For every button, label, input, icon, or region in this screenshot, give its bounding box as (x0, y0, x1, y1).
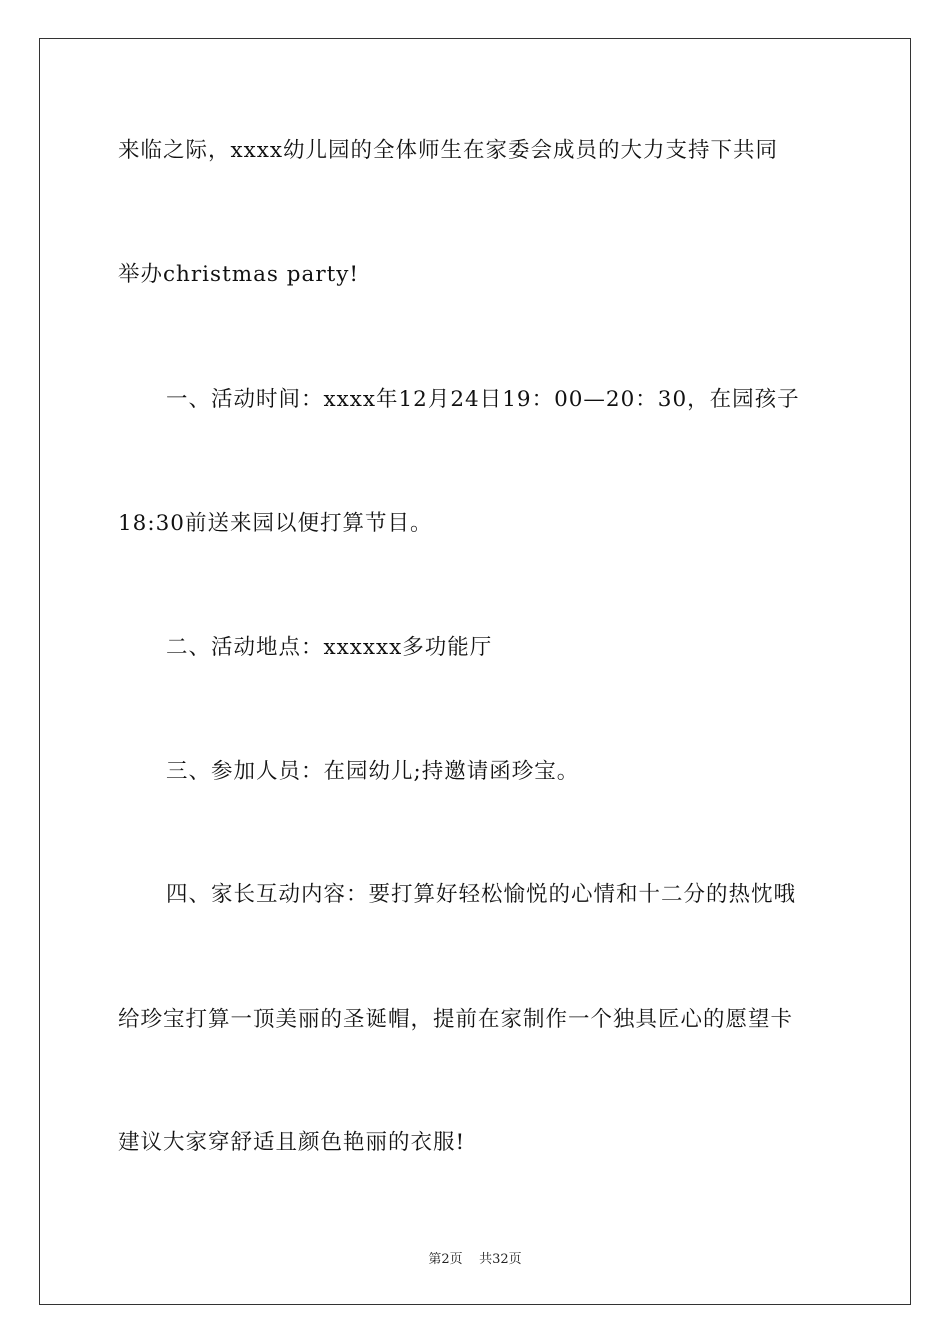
text-line-9: 建议大家穿舒适且颜色艳丽的衣服! (118, 1130, 466, 1155)
page-number: 第2页 (428, 1252, 463, 1267)
text-line-8: 给珍宝打算一顶美丽的圣诞帽，提前在家制作一个独具匠心的愿望卡 (118, 1007, 794, 1032)
page-footer (0, 1248, 950, 1267)
page-border (39, 38, 911, 1305)
text-line-6: 三、参加人员：在园幼儿;持邀请函珍宝。 (166, 759, 580, 784)
text-line-4: 18:30前送来园以便打算节目。 (118, 511, 433, 536)
text-line-1: 来临之际，xxxx幼儿园的全体师生在家委会成员的大力支持下共同 (118, 138, 779, 163)
text-line-5: 二、活动地点：xxxxxx多功能厅 (166, 635, 493, 660)
page-total: 共32页 (479, 1252, 522, 1267)
text-line-3: 一、活动时间：xxxx年12月24日19：00—20：30，在园孩子 (166, 387, 800, 412)
text-line-7: 四、家长互动内容：要打算好轻松愉悦的心情和十二分的热忱哦 (166, 882, 797, 907)
text-line-2: 举办christmas party! (118, 262, 360, 287)
